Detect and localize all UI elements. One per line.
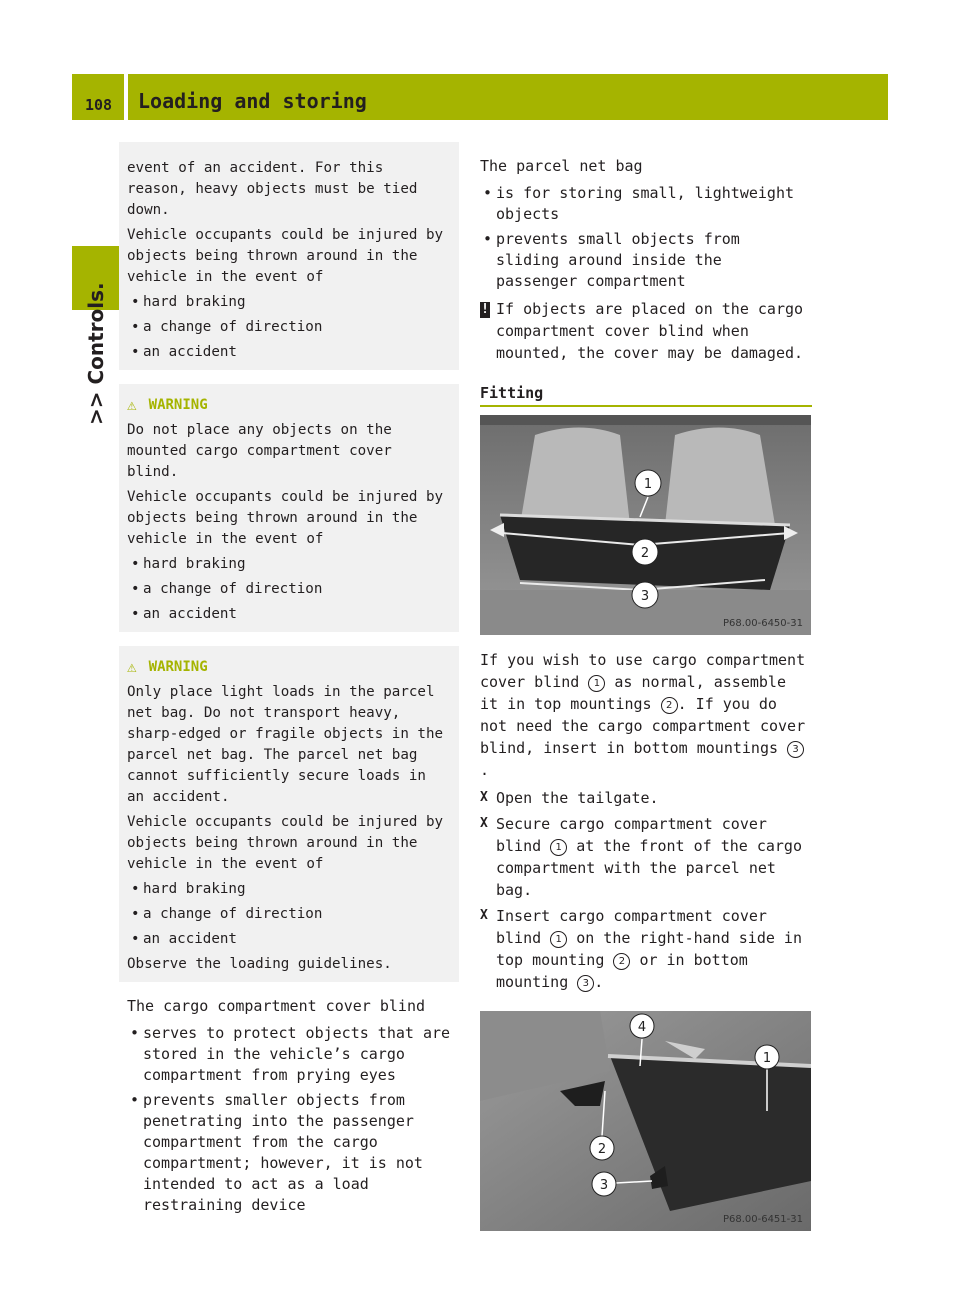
circled-number: 1 xyxy=(550,931,567,948)
figure-fitting-overview xyxy=(480,415,811,635)
note-text: If objects are placed on the cargo compartment cover blind when mounted, the cover may be damaged. xyxy=(496,300,804,362)
warning2-paragraph-3: Observe the loading guidelines. xyxy=(127,956,392,972)
warning-box-2 xyxy=(119,646,459,982)
figure2-callout-4: 4 xyxy=(637,1020,647,1035)
list-item: • an accident xyxy=(127,929,451,950)
figure-illustration xyxy=(480,1011,811,1231)
page-number-block xyxy=(72,74,124,120)
circled-number: 2 xyxy=(661,697,678,714)
warning2-paragraph-2: Vehicle occupants could be injured by objects being thrown around in the vehicle in the event of xyxy=(127,814,444,872)
list-item: • prevents smaller objects from penetrating into the passenger compartment from the cargo compartment; however, it is not intended to act as a load restraining device xyxy=(127,1090,459,1216)
warning-box-1 xyxy=(119,384,459,632)
figure-illustration xyxy=(480,415,811,635)
instruction-steps xyxy=(480,787,812,993)
list-item: • a change of direction xyxy=(127,579,451,600)
figure2-callout-1: 1 xyxy=(762,1051,772,1066)
left-column xyxy=(119,142,459,1222)
warning-icon: ⚠ xyxy=(127,657,137,676)
figure1-callout-2: 2 xyxy=(640,546,650,561)
list-item: • serves to protect objects that are stored in the vehicle’s cargo compartment from prying eyes xyxy=(127,1023,459,1086)
warning1-paragraph-1: Do not place any objects on the mounted cargo compartment cover blind. xyxy=(127,422,392,480)
list-item: • hard braking xyxy=(127,292,451,313)
warning1-bullet-list xyxy=(127,554,451,625)
step-item: X Secure cargo compartment cover blind 1 at the front of the cargo compartment with the parcel net bag. xyxy=(480,813,812,901)
parcel-net-section xyxy=(480,156,812,292)
figure1-code: P68.00-6450-31 xyxy=(722,618,803,629)
section-header xyxy=(128,74,888,120)
list-item: • hard braking xyxy=(127,879,451,900)
exclamation-icon: ! xyxy=(481,302,489,317)
intro-paragraph-1: event of an accident. For this reason, heavy objects must be tied down. xyxy=(127,160,418,218)
list-item: • hard braking xyxy=(127,554,451,575)
figure2-callout-2: 2 xyxy=(597,1142,607,1157)
warning-icon: ⚠ xyxy=(127,395,137,414)
list-item: • prevents small objects from sliding around inside the passenger compartment xyxy=(480,229,812,292)
section-title: Loading and storing xyxy=(138,89,367,113)
warning-title: ⚠ WARNING xyxy=(127,657,208,676)
circled-number: 1 xyxy=(588,675,605,692)
circled-number: 1 xyxy=(550,839,567,856)
warning2-bullet-list xyxy=(127,879,451,950)
page-number: 108 xyxy=(85,96,113,114)
intro-bullet-list xyxy=(127,292,451,363)
figure-mounting-detail xyxy=(480,1011,811,1231)
figure2-callout-3: 3 xyxy=(599,1178,609,1193)
side-chapter-label: >> Controls. xyxy=(84,282,108,425)
step-item: X Open the tailgate. xyxy=(480,787,812,809)
cover-blind-section xyxy=(119,996,459,1216)
figure2-code: P68.00-6451-31 xyxy=(722,1214,803,1225)
cover-bullet-list xyxy=(127,1023,459,1216)
circled-number: 2 xyxy=(613,953,630,970)
bag-intro: The parcel net bag xyxy=(480,157,643,175)
right-column xyxy=(480,156,812,1231)
figure1-callout-3: 3 xyxy=(640,589,650,604)
list-item: • a change of direction xyxy=(127,317,451,338)
list-item: • an accident xyxy=(127,342,451,363)
fitting-heading: Fitting xyxy=(480,384,812,407)
circled-number: 3 xyxy=(577,975,594,992)
step-item: X Insert cargo compartment cover blind 1 on the right-hand side in top mounting 2 or in bottom mounting 3 . xyxy=(480,905,812,993)
warning-title: ⚠ WARNING xyxy=(127,395,208,414)
circled-number: 3 xyxy=(787,741,804,758)
figure1-callout-1: 1 xyxy=(643,477,653,492)
cover-intro: The cargo compartment cover blind xyxy=(127,997,426,1015)
damage-note xyxy=(480,298,812,364)
intro-paragraph-2: Vehicle occupants could be injured by objects being thrown around in the vehicle in the event of xyxy=(127,227,444,285)
bag-bullet-list xyxy=(480,183,812,292)
list-item: • an accident xyxy=(127,604,451,625)
warning1-paragraph-2: Vehicle occupants could be injured by objects being thrown around in the vehicle in the event of xyxy=(127,489,444,547)
warning2-paragraph-1: Only place light loads in the parcel net bag. Do not transport heavy, sharp-edged or fragile objects in the parcel net bag. The parcel net bag cannot sufficiently secure loads in an accident. xyxy=(127,684,444,805)
list-item: • a change of direction xyxy=(127,904,451,925)
list-item: • is for storing small, lightweight objects xyxy=(480,183,812,225)
intro-note-box xyxy=(119,142,459,370)
fitting-paragraph: If you wish to use cargo compartment cover blind 1 as normal, assemble it in top mountings 2 . If you do not need the cargo compartment cover blind, insert in bottom mountings 3. xyxy=(480,651,806,779)
